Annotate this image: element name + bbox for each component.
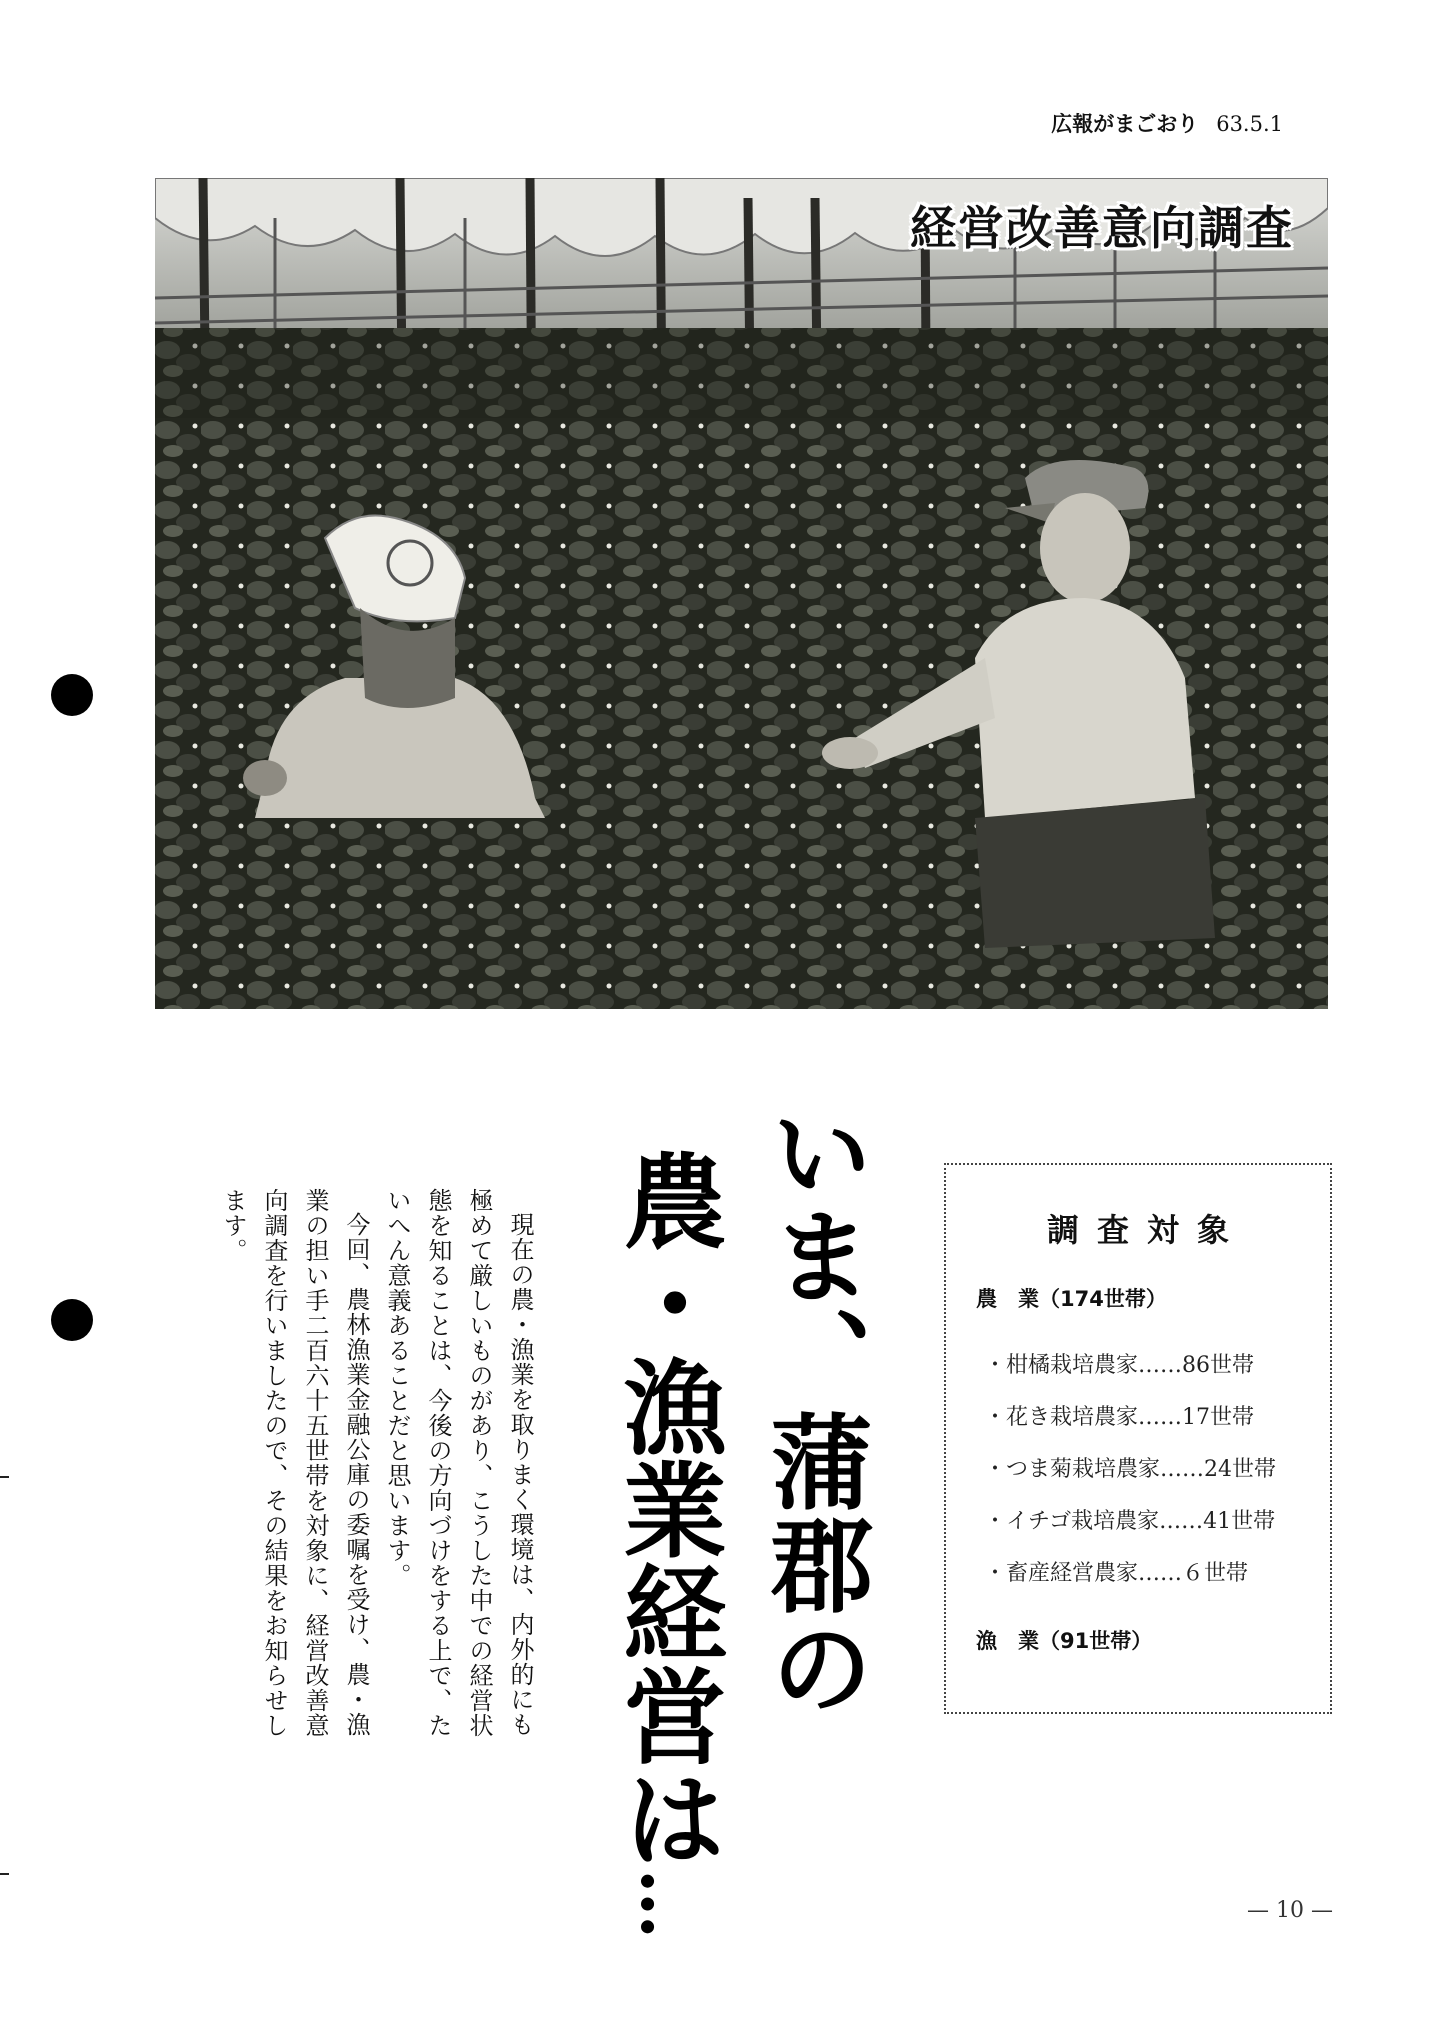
publication-name: 広報がまごおり [1051, 112, 1199, 136]
survey-item-tsumagiku: ・つま菊栽培農家……24世帯 [984, 1457, 1276, 1482]
headline-line-2 [606, 1148, 727, 1939]
margin-tick-bottom [0, 1873, 9, 1875]
bullet-dot-bottom [51, 1299, 93, 1341]
survey-item-strawberry: ・イチゴ栽培農家……41世帯 [984, 1509, 1276, 1534]
agriculture-label: 農 業（174世帯） [976, 1287, 1167, 1311]
fishery-label: 漁 業（91世帯） [976, 1629, 1153, 1653]
publication-date: 63.5.1 [1216, 112, 1283, 136]
page-number: — 10 — [1247, 1898, 1333, 1923]
headline-line-1: いま、蒲郡の [753, 1100, 874, 1718]
survey-target-box [944, 1163, 1332, 1714]
headline-ellipsis: … [625, 1869, 708, 1939]
margin-tick-top [0, 1476, 9, 1478]
body-paragraph-1: 現在の農・漁業を取りまく環境は、内外的にも極めて厳しいものがあり、こうした中での経営状態を知ることは、今後の方向づけをする上で、たいへん意義あることだと思います。 [383, 1188, 534, 1738]
article-body [210, 1188, 540, 1748]
photo-caption: 経営改善意向調査 [910, 201, 1294, 255]
strawberry-greenhouse-image [155, 178, 1328, 1009]
headline-line-2-text: 農・漁業経営は [606, 1148, 727, 1869]
survey-title: 調査対象 [1046, 1211, 1247, 1249]
body-paragraph-2: 今回、農林漁業金融公庫の委嘱を受け、農・漁業の担い手二百六十五世帯を対象に、経営改善意向調査を行いましたので、その結果をお知らせします。 [219, 1188, 370, 1738]
greenhouse-photo [155, 178, 1328, 1009]
survey-item-livestock: ・畜産経営農家……６世帯 [984, 1561, 1249, 1586]
survey-item-citrus: ・柑橘栽培農家……86世帯 [984, 1353, 1254, 1378]
publication-header [1051, 108, 1283, 138]
bullet-dot-top [51, 674, 93, 716]
survey-item-flower: ・花き栽培農家……17世帯 [984, 1405, 1254, 1430]
